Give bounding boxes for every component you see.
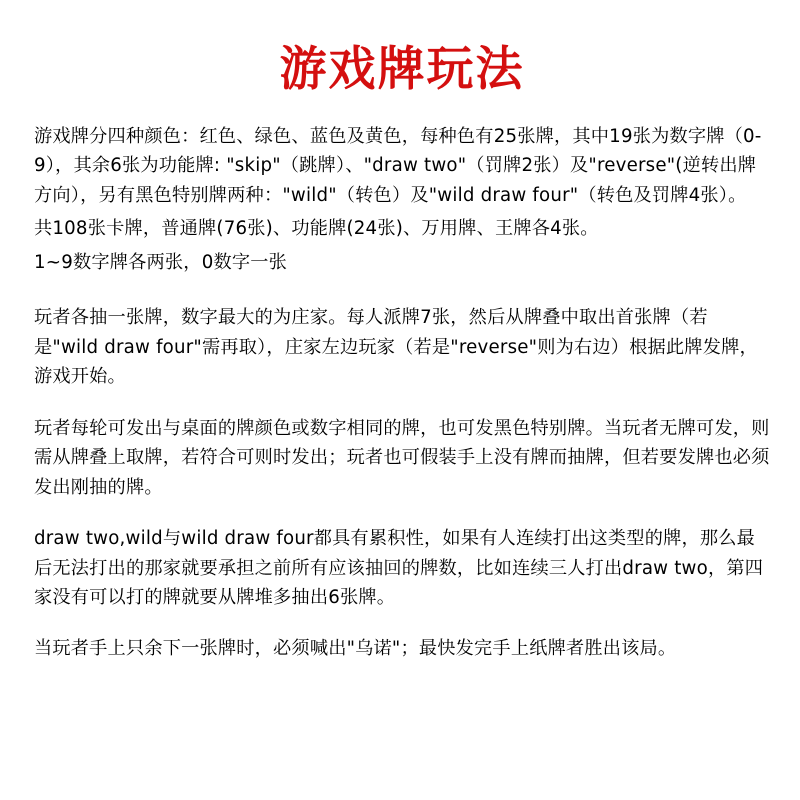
paragraph-number-card-counts: 1~9数字牌各两张，0数字一张: [34, 251, 288, 273]
paragraph-stacking-rules: draw two,wild与wild draw four都具有累积性，如果有人连续打出这类型的牌，那么最后无法打出的那家就要承担之前所有应该抽回的牌数，比如连续三人打出draw two，第四家没有可以打的牌就要从牌堆多抽出6张牌。: [34, 528, 764, 608]
paragraph-dealing-rules: 玩者各抽一张牌，数字最大的为庄家。每人派牌7张，然后从牌叠中取出首张牌（若是"wild draw four"需再取），庄家左边玩家（若是"reverse"则为右边）根据此牌发牌，游戏开始。: [34, 307, 758, 388]
paragraph-total-cards: 共108张卡牌，普通牌(76张)、功能牌(24张)、万用牌、王牌各4张。: [34, 218, 599, 240]
paragraph-card-colors: 游戏牌分四种颜色：红色、绿色、蓝色及黄色，每种色有25张牌，其中19张为数字牌（0-9），其余6张为功能牌: "skip"（跳牌）、"draw two"（罚牌2张）及"reverse"(逆转出牌方向），另有黑色特别牌两种："wild"（转色）及"wild draw four"（转色及罚牌4张）。: [34, 125, 762, 206]
document-body: [34, 122, 770, 664]
paragraph-uno-call-rule: 当玩者手上只余下一张牌时，必须喊出"乌诺"；最快发完手上纸牌者胜出该局。: [34, 638, 677, 660]
page-title: 游戏牌玩法: [279, 42, 525, 97]
paragraph-turn-rules: 玩者每轮可发出与桌面的牌颜色或数字相同的牌，也可发黑色特别牌。当玩者无牌可发，则需从牌叠上取牌，若符合可则时发出；玩者也可假装手上没有牌而抽牌，但若要发牌也必须发出刚抽的牌。: [34, 417, 770, 498]
